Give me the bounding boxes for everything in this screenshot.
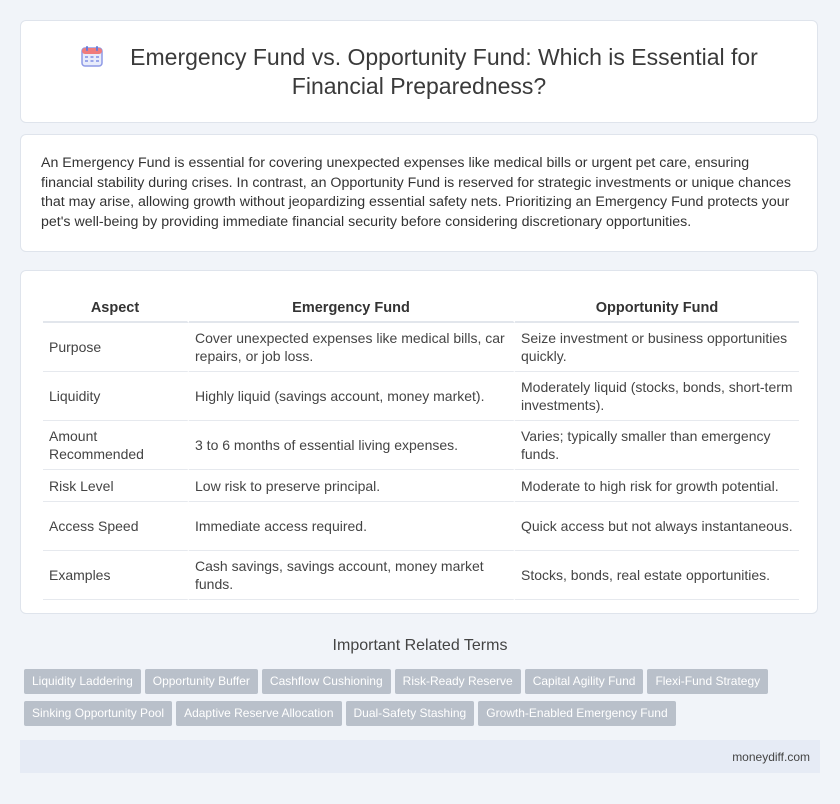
- intro-card: [20, 134, 818, 252]
- title-card: [20, 20, 818, 123]
- cell-aspect: Purpose: [43, 323, 189, 372]
- related-terms-list: [24, 669, 824, 733]
- table-row: [43, 502, 799, 551]
- table-row: [43, 551, 799, 600]
- cell-opportunity: Moderately liquid (stocks, bonds, short-term investments).: [515, 372, 799, 421]
- footer: [20, 740, 820, 773]
- cell-emergency: Low risk to preserve principal.: [189, 470, 515, 502]
- header-emergency-fund: Emergency Fund: [189, 295, 515, 323]
- related-terms-title: Important Related Terms: [332, 637, 508, 654]
- footer-site[interactable]: moneydiff.com: [732, 750, 810, 764]
- cell-aspect: Amount Recommended: [43, 421, 189, 470]
- title-line-2: Financial Preparedness?: [291, 73, 547, 99]
- cell-aspect: Access Speed: [43, 502, 189, 551]
- cell-aspect: Liquidity: [43, 372, 189, 421]
- term-tag[interactable]: Flexi-Fund Strategy: [647, 669, 768, 694]
- term-tag[interactable]: Liquidity Laddering: [24, 669, 141, 694]
- comparison-card: [20, 270, 818, 614]
- cell-opportunity: Stocks, bonds, real estate opportunities.: [515, 551, 799, 600]
- cell-emergency: Cash savings, savings account, money market funds.: [189, 551, 515, 600]
- term-tag[interactable]: Cashflow Cushioning: [262, 669, 391, 694]
- cell-emergency: Immediate access required.: [189, 502, 515, 551]
- term-tag[interactable]: Dual-Safety Stashing: [346, 701, 475, 726]
- term-tag[interactable]: Sinking Opportunity Pool: [24, 701, 172, 726]
- term-tag[interactable]: Opportunity Buffer: [145, 669, 258, 694]
- cell-emergency: Highly liquid (savings account, money market).: [189, 372, 515, 421]
- table-header-row: [43, 295, 799, 323]
- cell-aspect: Examples: [43, 551, 189, 600]
- cell-opportunity: Seize investment or business opportunities quickly.: [515, 323, 799, 372]
- cell-opportunity: Varies; typically smaller than emergency funds.: [515, 421, 799, 470]
- comparison-table: [43, 295, 799, 600]
- cell-emergency: 3 to 6 months of essential living expenses.: [189, 421, 515, 470]
- intro-text: An Emergency Fund is essential for covering unexpected expenses like medical bills or urgent pet care, ensuring financial stability during crises. In contrast, an Opportunity Fund is reserved for strategic investments or unique chances that may arise, allowing growth without jeopardizing essential safety nets. Prioritizing an Emergency Fund protects your pet's well-being by providing immediate financial security before considering discretionary opportunities.: [41, 155, 791, 230]
- table-row: [43, 470, 799, 502]
- title-line-1: Emergency Fund vs. Opportunity Fund: Which is Essential for: [130, 44, 758, 70]
- page-title: [21, 43, 817, 101]
- cell-aspect: Risk Level: [43, 470, 189, 502]
- calendar-icon: [80, 44, 104, 68]
- cell-emergency: Cover unexpected expenses like medical bills, car repairs, or job loss.: [189, 323, 515, 372]
- term-tag[interactable]: Growth-Enabled Emergency Fund: [478, 701, 675, 726]
- header-opportunity-fund: Opportunity Fund: [515, 295, 799, 323]
- cell-opportunity: Moderate to high risk for growth potential.: [515, 470, 799, 502]
- header-aspect: Aspect: [43, 295, 189, 323]
- table-row: [43, 323, 799, 372]
- table-row: [43, 372, 799, 421]
- term-tag[interactable]: Risk-Ready Reserve: [395, 669, 521, 694]
- cell-opportunity: Quick access but not always instantaneous.: [515, 502, 799, 551]
- table-row: [43, 421, 799, 470]
- term-tag[interactable]: Adaptive Reserve Allocation: [176, 701, 341, 726]
- term-tag[interactable]: Capital Agility Fund: [525, 669, 644, 694]
